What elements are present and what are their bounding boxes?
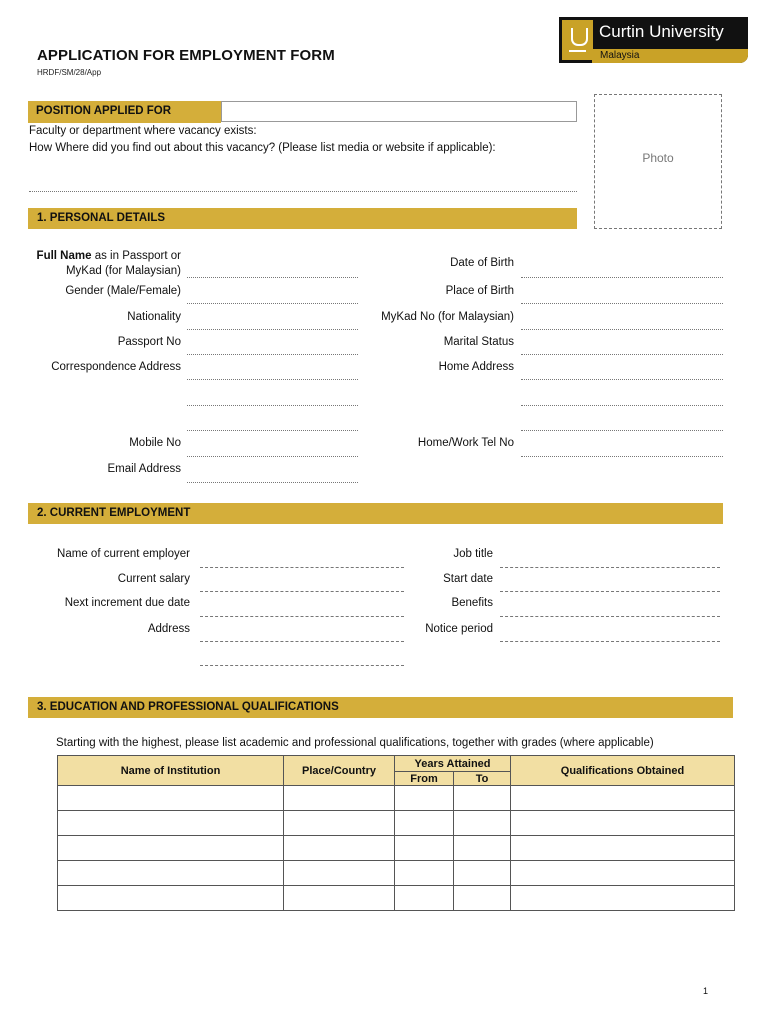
- form-title: APPLICATION FOR EMPLOYMENT FORM: [37, 47, 335, 64]
- education-intro: Starting with the highest, please list academic and professional qualifications, together with grades (where applicable): [56, 737, 654, 749]
- col-years: Years Attained: [395, 756, 511, 772]
- crest-icon: [562, 20, 593, 60]
- education-table: [57, 755, 735, 911]
- section-personal-title: 1. PERSONAL DETAILS: [37, 212, 166, 224]
- cell-qualifications[interactable]: [511, 886, 735, 911]
- cell-qualifications[interactable]: [511, 811, 735, 836]
- nationality-field[interactable]: [187, 329, 358, 330]
- marital-label: Marital Status: [443, 336, 514, 348]
- increment-field[interactable]: [200, 616, 404, 617]
- mykad-label: MyKad No (for Malaysian): [381, 311, 514, 323]
- salary-label: Current salary: [117, 573, 190, 585]
- position-input[interactable]: [221, 101, 577, 122]
- address-field-2[interactable]: [200, 665, 404, 666]
- salary-field[interactable]: [200, 591, 404, 592]
- cell-to[interactable]: [454, 861, 511, 886]
- dob-label: Date of Birth: [450, 257, 514, 269]
- section-employment-heading: [28, 503, 723, 524]
- mykad-field[interactable]: [521, 329, 723, 330]
- cell-from[interactable]: [395, 861, 454, 886]
- section-personal-heading: [28, 208, 577, 229]
- email-field[interactable]: [187, 482, 358, 483]
- source-prompt: How Where did you find out about this vacancy? (Please list media or website if applicable):: [29, 142, 496, 154]
- correspondence-field-2[interactable]: [187, 405, 358, 406]
- cell-institution[interactable]: [58, 786, 284, 811]
- col-institution: Name of Institution: [58, 756, 284, 786]
- source-answer-line[interactable]: [29, 191, 577, 192]
- full-name-bold: Full Name: [36, 250, 92, 262]
- employer-label: Name of current employer: [57, 548, 190, 560]
- photo-box[interactable]: [594, 94, 722, 229]
- start-date-label: Start date: [443, 573, 493, 585]
- full-name-line2: MyKad (for Malaysian): [65, 265, 181, 277]
- cell-from[interactable]: [395, 786, 454, 811]
- cell-from[interactable]: [395, 836, 454, 861]
- cell-qualifications[interactable]: [511, 836, 735, 861]
- address-label: Address: [147, 623, 190, 635]
- email-label: Email Address: [107, 463, 181, 475]
- home-tel-field[interactable]: [521, 456, 723, 457]
- cell-place[interactable]: [284, 886, 395, 911]
- full-name-field[interactable]: [187, 277, 358, 278]
- cell-qualifications[interactable]: [511, 786, 735, 811]
- cell-institution[interactable]: [58, 836, 284, 861]
- increment-label: Next increment due date: [64, 597, 190, 609]
- gender-label: Gender (Male/Female): [65, 285, 181, 297]
- job-title-field[interactable]: [500, 567, 720, 568]
- section-education-heading: [28, 697, 733, 718]
- marital-field[interactable]: [521, 354, 723, 355]
- dob-field[interactable]: [521, 277, 723, 278]
- table-row: [58, 786, 735, 811]
- cell-to[interactable]: [454, 786, 511, 811]
- logo-sub: Malaysia: [600, 50, 640, 61]
- logo-sub-band: [592, 49, 748, 63]
- cell-to[interactable]: [454, 886, 511, 911]
- col-from: From: [395, 772, 454, 786]
- cell-qualifications[interactable]: [511, 861, 735, 886]
- position-label: POSITION APPLIED FOR: [36, 105, 172, 117]
- nationality-label: Nationality: [127, 311, 181, 323]
- job-title-label: Job title: [453, 548, 493, 560]
- cell-institution[interactable]: [58, 886, 284, 911]
- gender-field[interactable]: [187, 303, 358, 304]
- table-row: [58, 811, 735, 836]
- section-education-title: 3. EDUCATION AND PROFESSIONAL QUALIFICATIONS: [37, 701, 339, 713]
- cell-from[interactable]: [395, 886, 454, 911]
- pob-label: Place of Birth: [445, 285, 514, 297]
- cell-from[interactable]: [395, 811, 454, 836]
- mobile-field[interactable]: [187, 456, 358, 457]
- correspondence-label: Correspondence Address: [51, 361, 181, 373]
- mobile-label: Mobile No: [129, 437, 181, 449]
- faculty-prompt: Faculty or department where vacancy exists:: [29, 125, 257, 137]
- full-name-label: [20, 249, 181, 279]
- home-address-field-3[interactable]: [521, 430, 723, 431]
- form-code: HRDF/SM/28/App: [37, 68, 102, 77]
- cell-place[interactable]: [284, 861, 395, 886]
- section-employment-title: 2. CURRENT EMPLOYMENT: [37, 507, 191, 519]
- home-address-field-1[interactable]: [521, 379, 723, 380]
- table-row: [58, 886, 735, 911]
- full-name-rest: as in Passport or: [91, 250, 181, 262]
- passport-label: Passport No: [117, 336, 181, 348]
- notice-field[interactable]: [500, 641, 720, 642]
- benefits-label: Benefits: [451, 597, 493, 609]
- cell-place[interactable]: [284, 836, 395, 861]
- logo-name: Curtin University: [599, 22, 724, 41]
- passport-field[interactable]: [187, 354, 358, 355]
- col-place: Place/Country: [284, 756, 395, 786]
- notice-label: Notice period: [425, 623, 493, 635]
- col-to: To: [454, 772, 511, 786]
- home-address-label: Home Address: [438, 361, 514, 373]
- address-field-1[interactable]: [200, 641, 404, 642]
- benefits-field[interactable]: [500, 616, 720, 617]
- home-address-field-2[interactable]: [521, 405, 723, 406]
- cell-institution[interactable]: [58, 811, 284, 836]
- table-row: [58, 836, 735, 861]
- cell-to[interactable]: [454, 811, 511, 836]
- page-number: 1: [703, 986, 709, 996]
- cell-place[interactable]: [284, 786, 395, 811]
- curtin-logo: [559, 17, 748, 63]
- correspondence-field-1[interactable]: [187, 379, 358, 380]
- cell-to[interactable]: [454, 836, 511, 861]
- table-row: [58, 861, 735, 886]
- cell-institution[interactable]: [58, 861, 284, 886]
- cell-place[interactable]: [284, 811, 395, 836]
- pob-field[interactable]: [521, 303, 723, 304]
- home-tel-label: Home/Work Tel No: [417, 437, 514, 449]
- correspondence-field-3[interactable]: [187, 430, 358, 431]
- photo-label: Photo: [642, 151, 674, 165]
- col-qualifications: Qualifications Obtained: [511, 756, 735, 786]
- start-date-field[interactable]: [500, 591, 720, 592]
- employer-field[interactable]: [200, 567, 404, 568]
